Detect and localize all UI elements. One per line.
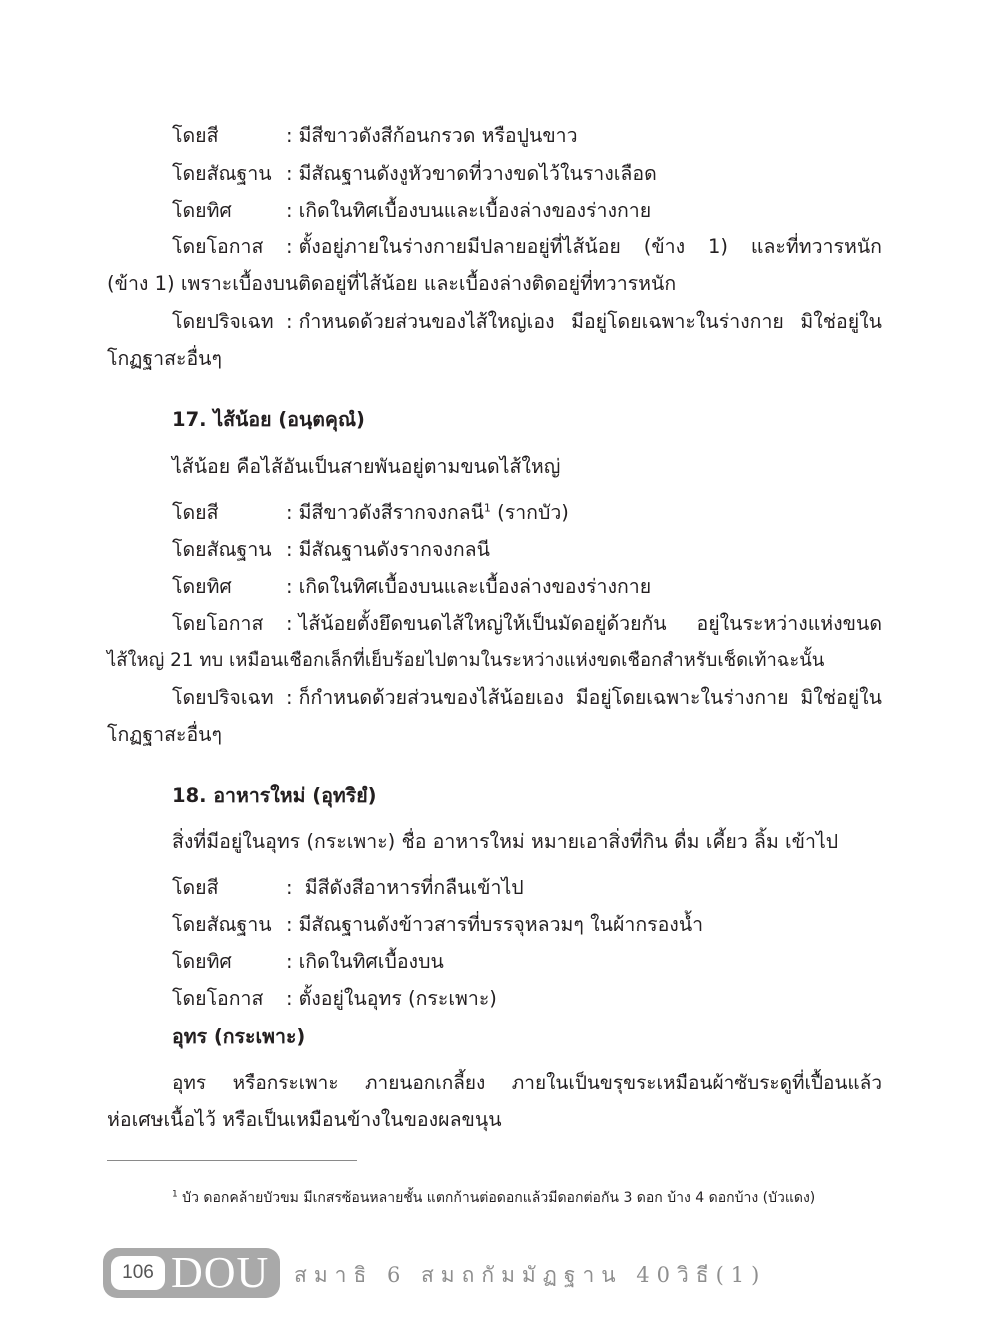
field-value: มีสีดังสีอาหารที่กลืนเข้าไป xyxy=(298,876,524,899)
colon: : xyxy=(286,199,293,222)
s16-colour-row xyxy=(172,123,578,149)
colon: : xyxy=(286,235,293,258)
text-segment: ไส้น้อยตั้งยึดขนดไส้ใหญ่ให้เป็นมัดอยู่ด้วยกัน xyxy=(298,612,667,635)
colon: : xyxy=(286,124,293,147)
field-value: เกิดในทิศเบื้องบน xyxy=(298,950,444,973)
text-segment: มิใช่อยู่ใน xyxy=(800,310,882,333)
colon: : xyxy=(286,987,293,1010)
section-18-intro: สิ่งที่มีอยู่ในอุทร (กระเพาะ) ชื่อ อาหารใหม่ หมายเอาสิ่งที่กิน ดื่ม เคี้ยว ลิ้ม เข้าไป xyxy=(172,830,839,853)
s16-limit-line1 xyxy=(172,309,882,335)
colon: : xyxy=(286,575,293,598)
field-value: เกิดในทิศเบื้องบนและเบื้องล่างของร่างกาย xyxy=(298,575,652,598)
colon: : xyxy=(286,950,293,973)
text-segment: กำหนดด้วยส่วนของไส้ใหญ่เอง xyxy=(298,310,555,333)
s16-limit-line2: โกฏฐาสะอื่นๆ xyxy=(107,347,222,370)
text-segment: หรือกระเพาะ xyxy=(232,1072,339,1094)
field-value: มีสีขาวดังสีก้อนกรวด หรือปูนขาว xyxy=(298,124,578,147)
field-label: โดยปริจเฉท xyxy=(172,310,274,333)
field-label: โดยสี xyxy=(172,876,219,899)
s17-limit-line1 xyxy=(172,685,882,711)
field-label: โดยทิศ xyxy=(172,199,232,222)
field-label: โดยโอกาส xyxy=(172,987,264,1010)
footnote-text: บัว ดอกคล้ายบัวขม มีเกสรซ้อนหลายชั้น แตกก้านต่อดอกแล้วมีดอกต่อกัน 3 ดอก บ้าง 4 ดอกบ้าง (บัวแดง) xyxy=(177,1190,816,1206)
field-value: มีสัณฐานดังข้าวสารที่บรรจุหลวมๆ ในผ้ากรองน้ำ xyxy=(298,913,704,936)
s18-para-line2: ห่อเศษเนื้อไว้ หรือเป็นเหมือนข้างในของผลขนุน xyxy=(107,1108,502,1131)
text-segment: มีอยู่โดยเฉพาะในร่างกาย xyxy=(575,686,789,709)
text-segment: อยู่ในระหว่างแห่งขนด xyxy=(696,612,882,635)
s17-colour-row xyxy=(172,500,569,526)
text-segment: (ข้าง xyxy=(643,235,686,258)
field-label: โดยสัณฐาน xyxy=(172,913,272,936)
field-value: มีสัณฐานดังงูหัวขาดที่วางขดไว้ในรางเลือด xyxy=(298,162,657,185)
s16-shape-row xyxy=(172,161,657,187)
colon: : xyxy=(286,538,293,561)
field-label-group xyxy=(172,611,667,637)
field-label: โดยทิศ xyxy=(172,950,232,973)
footnote-ref: 1 xyxy=(483,501,491,515)
s16-direction-row xyxy=(172,198,651,224)
colon: : xyxy=(286,913,293,936)
s16-location-line2: (ข้าง 1) เพราะเบื้องบนติดอยู่ที่ไส้น้อย และเบื้องล่างติดอยู่ที่ทวารหนัก xyxy=(107,272,677,295)
page-number: 106 xyxy=(111,1256,165,1290)
text-segment: 1) xyxy=(708,235,729,258)
field-label: โดยโอกาส xyxy=(172,235,264,258)
s18-shape-row xyxy=(172,912,703,938)
field-label: โดยสี xyxy=(172,124,219,147)
s17-shape-row xyxy=(172,537,490,563)
s18-colour-row xyxy=(172,875,524,901)
s17-location-line1 xyxy=(172,611,882,637)
s16-location-line1 xyxy=(172,234,882,260)
field-label: โดยสัณฐาน xyxy=(172,538,272,561)
text-segment: ภายนอกเกลี้ยง xyxy=(365,1072,486,1094)
footnote-marker: 1 xyxy=(172,1189,178,1200)
colon: : xyxy=(286,501,293,524)
text-segment: มิใช่อยู่ใน xyxy=(800,686,882,709)
field-value: มีสีขาวดังสีรากจงกลนี xyxy=(298,501,484,524)
field-value: เกิดในทิศเบื้องบนและเบื้องล่างของร่างกาย xyxy=(298,199,652,222)
s18-direction-row xyxy=(172,949,444,975)
footnote-divider xyxy=(107,1160,357,1161)
field-label: โดยโอกาส xyxy=(172,612,264,635)
field-label: โดยสัณฐาน xyxy=(172,162,272,185)
s17-limit-line2: โกฏฐาสะอื่นๆ xyxy=(107,723,222,746)
field-label-group xyxy=(172,234,621,260)
text-segment: ตั้งอยู่ภายในร่างกายมีปลายอยู่ที่ไส้น้อย xyxy=(298,235,621,258)
colon: : xyxy=(286,162,293,185)
text-segment: ภายในเป็นขรุขระเหมือนผ้าซับระดูที่เปื้อนแล้ว xyxy=(511,1072,882,1094)
book-title: สมาธิ 6 สมถกัมมัฏฐาน 40วิธี(1) xyxy=(294,1263,767,1287)
footnote xyxy=(172,1188,815,1208)
colon: : xyxy=(286,876,293,899)
section-17-heading: 17. ไส้น้อย (อนฺตคุณํ) xyxy=(172,408,365,431)
field-label-group xyxy=(172,685,564,711)
s18-para-line1 xyxy=(172,1070,882,1096)
colon: : xyxy=(286,612,293,635)
section-18-heading: 18. อาหารใหม่ (อุทริยํ) xyxy=(172,784,377,807)
section-17-intro: ไส้น้อย คือไส้อันเป็นสายพันอยู่ตามขนดไส้ใหญ่ xyxy=(172,455,561,478)
field-label-group xyxy=(172,309,555,335)
colon: : xyxy=(286,686,293,709)
field-label: โดยสี xyxy=(172,501,219,524)
text-segment: และที่ทวารหนัก xyxy=(750,235,882,258)
field-value: ตั้งอยู่ในอุทร (กระเพาะ) xyxy=(298,987,497,1010)
text-segment: มีอยู่โดยเฉพาะในร่างกาย xyxy=(571,310,784,333)
colon: : xyxy=(286,310,293,333)
subheading-stomach: อุทร (กระเพาะ) xyxy=(172,1025,306,1048)
s17-direction-row xyxy=(172,574,651,600)
text-segment: อุทร xyxy=(172,1072,207,1094)
text-segment: ก็กำหนดด้วยส่วนของไส้น้อยเอง xyxy=(298,686,564,709)
dou-logo: DOU xyxy=(171,1248,270,1297)
field-value: มีสัณฐานดังรากจงกลนี xyxy=(298,538,490,561)
field-label: โดยปริจเฉท xyxy=(172,686,274,709)
s17-location-line2: ไส้ใหญ่ 21 ทบ เหมือนเชือกเล็กที่เย็บร้อยไปตามในระหว่างแห่งขดเชือกสำหรับเช็ดเท้าฉะนั้น xyxy=(107,650,825,671)
footer-badge xyxy=(103,1248,280,1298)
s18-location-row xyxy=(172,986,497,1012)
field-label: โดยทิศ xyxy=(172,575,232,598)
field-value-after: (รากบัว) xyxy=(490,501,569,524)
